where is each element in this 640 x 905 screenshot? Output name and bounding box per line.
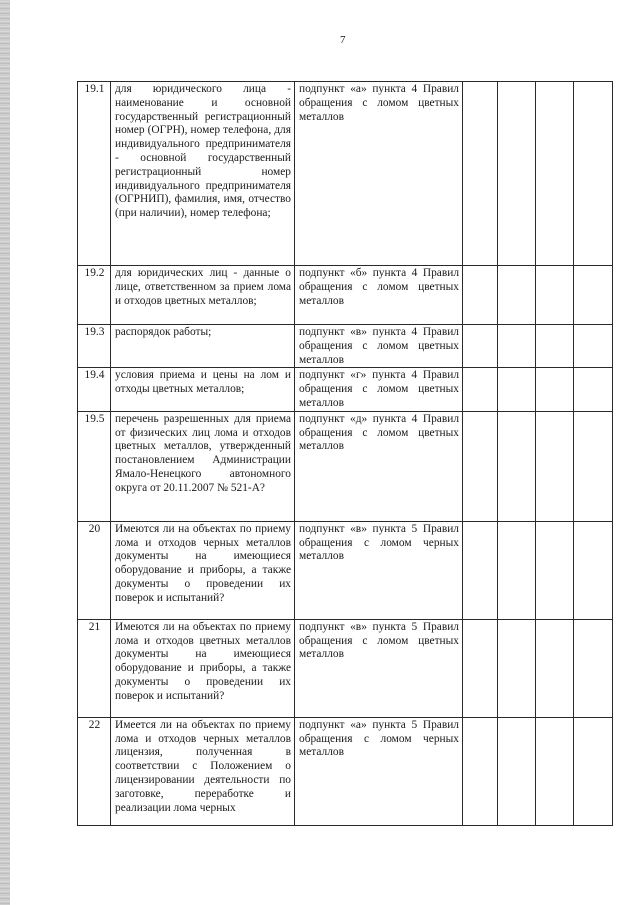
notes-cell <box>574 266 613 325</box>
answer-cell-na <box>536 411 574 521</box>
notes-cell <box>574 368 613 411</box>
answer-cell-yes <box>463 325 498 368</box>
answer-cell-no <box>498 521 536 619</box>
answer-cell-na <box>536 619 574 717</box>
table-row <box>78 619 613 717</box>
row-number: 22 <box>78 717 111 825</box>
page-number: 7 <box>340 34 346 46</box>
table-row <box>78 368 613 411</box>
row-number: 20 <box>78 521 111 619</box>
reference-cell: подпункт «в» пункта 5 Правил обращения с ломом черных металлов <box>295 521 463 619</box>
reference-cell: подпункт «в» пункта 5 Правил обращения с ломом цветных металлов <box>295 619 463 717</box>
row-number: 21 <box>78 619 111 717</box>
answer-cell-yes <box>463 266 498 325</box>
notes-cell <box>574 325 613 368</box>
answer-cell-no <box>498 619 536 717</box>
row-number: 19.2 <box>78 266 111 325</box>
answer-cell-no <box>498 266 536 325</box>
reference-cell: подпункт «д» пункта 4 Правил обращения с ломом цветных металлов <box>295 411 463 521</box>
row-number: 19.3 <box>78 325 111 368</box>
scan-edge-shadow <box>0 0 10 905</box>
answer-cell-na <box>536 82 574 266</box>
question-cell: перечень разрешенных для приема от физических лиц лома и отходов цветных металлов, утвержденный постановлением Администрации Ямало-Ненецкого автономного округа от 20.11.2007 № 521-А? <box>111 411 295 521</box>
answer-cell-na <box>536 325 574 368</box>
answer-cell-no <box>498 368 536 411</box>
answer-cell-no <box>498 411 536 521</box>
notes-cell <box>574 82 613 266</box>
answer-cell-na <box>536 266 574 325</box>
answer-cell-no <box>498 325 536 368</box>
reference-cell: подпункт «б» пункта 4 Правил обращения с ломом цветных металлов <box>295 266 463 325</box>
question-cell: Имеются ли на объектах по приему лома и отходов цветных металлов документы на имеющиеся оборудование и приборы, а также документы о проведении их поверок и испытаний? <box>111 619 295 717</box>
table-row <box>78 411 613 521</box>
question-cell: распорядок работы; <box>111 325 295 368</box>
table-row <box>78 717 613 825</box>
notes-cell <box>574 619 613 717</box>
reference-cell: подпункт «а» пункта 4 Правил обращения с ломом цветных металлов <box>295 82 463 266</box>
checklist-table <box>77 81 613 826</box>
question-cell: для юридических лиц - данные о лице, ответственном за прием лома и отходов цветных металлов; <box>111 266 295 325</box>
answer-cell-no <box>498 717 536 825</box>
reference-cell: подпункт «г» пункта 4 Правил обращения с ломом цветных металлов <box>295 368 463 411</box>
answer-cell-na <box>536 717 574 825</box>
row-number: 19.5 <box>78 411 111 521</box>
reference-cell: подпункт «а» пункта 5 Правил обращения с ломом черных металлов <box>295 717 463 825</box>
table-row <box>78 325 613 368</box>
answer-cell-yes <box>463 619 498 717</box>
answer-cell-yes <box>463 521 498 619</box>
reference-cell: подпункт «в» пункта 4 Правил обращения с ломом цветных металлов <box>295 325 463 368</box>
answer-cell-na <box>536 368 574 411</box>
row-number: 19.4 <box>78 368 111 411</box>
answer-cell-yes <box>463 411 498 521</box>
notes-cell <box>574 521 613 619</box>
table-row <box>78 82 613 266</box>
question-cell: Имеется ли на объектах по приему лома и отходов черных металлов лицензия, полученная в соответствии с Положением о лицензировании деятельности по заготовке, переработке и реализации лома черных <box>111 717 295 825</box>
question-cell: Имеются ли на объектах по приему лома и отходов черных металлов документы на имеющиеся оборудование и приборы, а также документы о проведении их поверок и испытаний? <box>111 521 295 619</box>
question-cell: условия приема и цены на лом и отходы цветных металлов; <box>111 368 295 411</box>
answer-cell-yes <box>463 82 498 266</box>
answer-cell-yes <box>463 368 498 411</box>
row-number: 19.1 <box>78 82 111 266</box>
table-row <box>78 521 613 619</box>
notes-cell <box>574 717 613 825</box>
notes-cell <box>574 411 613 521</box>
answer-cell-yes <box>463 717 498 825</box>
answer-cell-no <box>498 82 536 266</box>
answer-cell-na <box>536 521 574 619</box>
question-cell: для юридического лица - наименование и основной государственный регистрационный номер (ОГРН), номер телефона, для индивидуального предпринимателя - основной государственный регистрационный номер индивидуального предпринимателя (ОГРНИП), фамилия, имя, отчество (при наличии), номер телефона; <box>111 82 295 266</box>
table-row <box>78 266 613 325</box>
